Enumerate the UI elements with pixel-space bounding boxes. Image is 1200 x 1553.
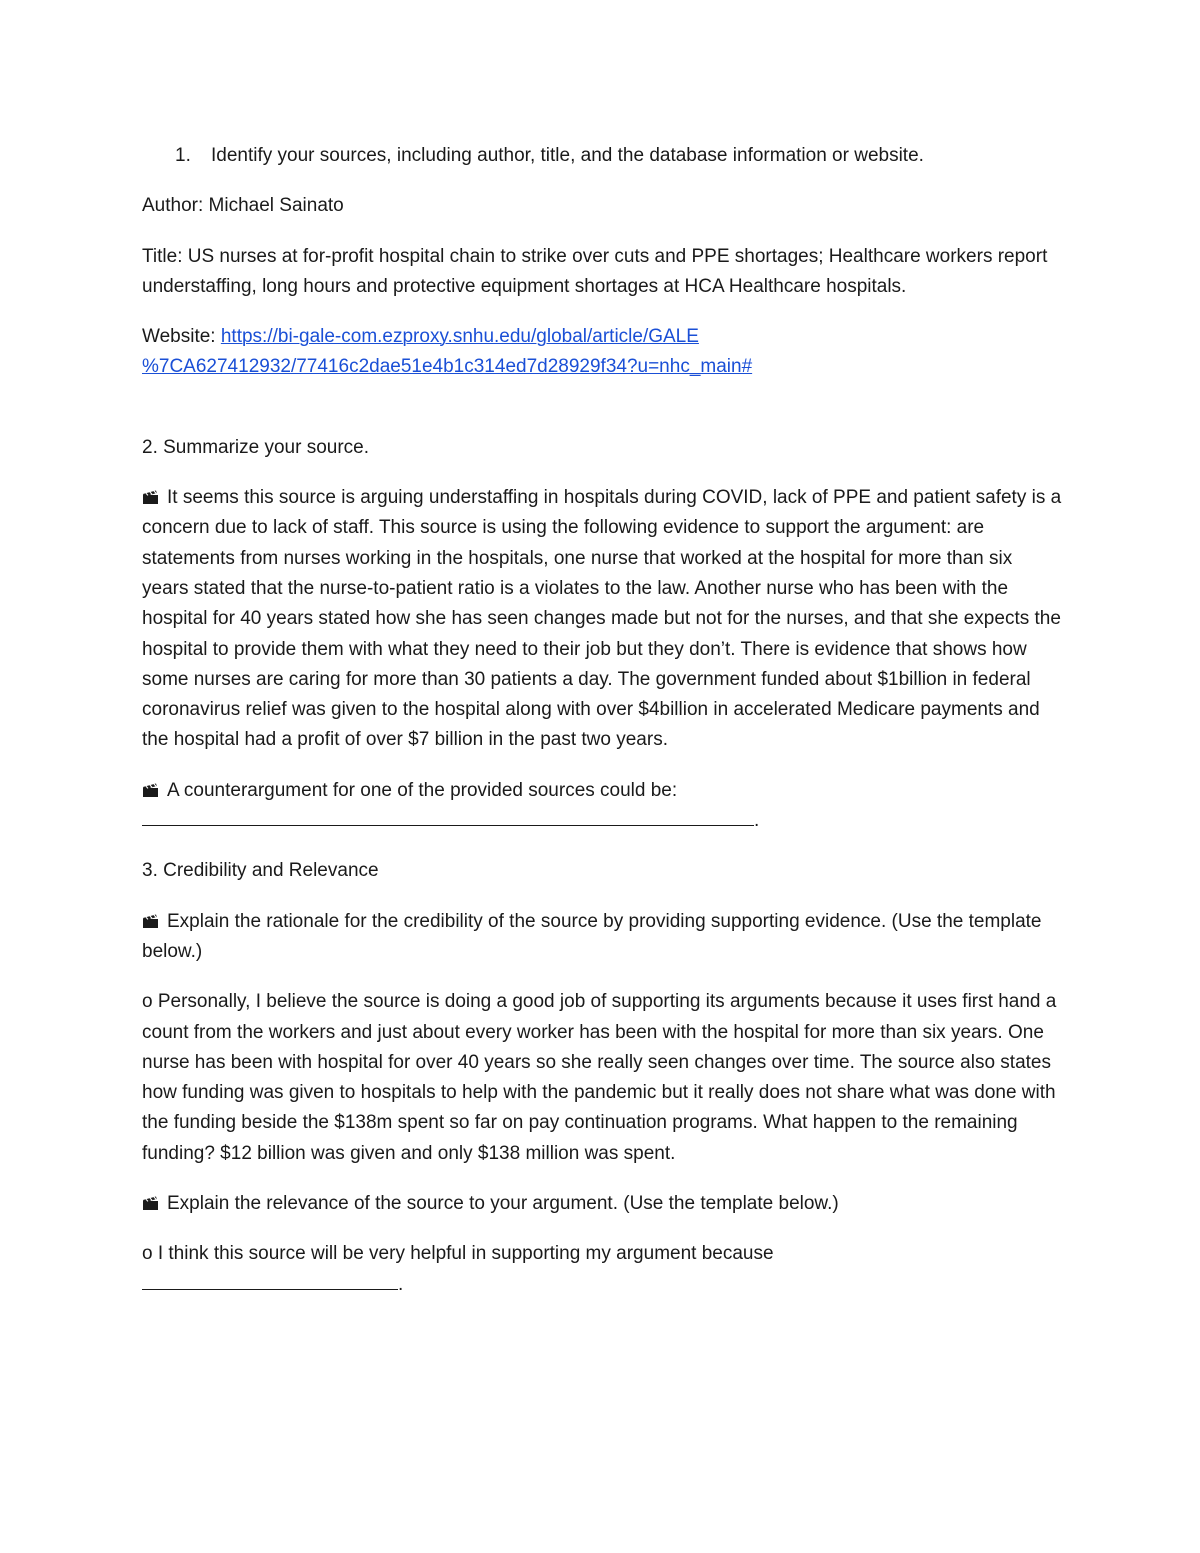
- summarize-heading: 2. Summarize your source.: [142, 436, 370, 458]
- author-line: Author: Michael Sainato: [142, 195, 344, 217]
- clapperboard-icon: [142, 908, 159, 922]
- website-url-part2: %7CA627412932/77416c2dae51e4b1c314ed7d28929f34?u=nhc_main#: [142, 356, 753, 378]
- counterargument-paragraph: [142, 776, 1062, 837]
- summary-text: It seems this source is arguing understaffing in hospitals during COVID, lack of PPE and patient safety is a concern due to lack of staff. This source is using the following evidence to support the argument: are statements from nurses working in the hospitals, one nurse that worked at the hospital for more than six years stated that the nurse-to-patient ratio is a violates to the law. Another nurse who has been with the hospital for 40 years stated how she has seen changes made but not for the nurses, and that she expects the hospital to provide them with what they need to their job but they don’t. There is evidence that shows how some nurses are caring for more than 30 patients a day. The government funded about $1billion in federal coronavirus relief was given to the hospital along with over $4billion in accelerated Medicare payments and the hospital had a profit of over $7 billion in the past two years.: [142, 487, 1062, 751]
- website-label: Website:: [142, 326, 221, 348]
- counterargument-text: A counterargument for one of the provided sources could be:: [167, 779, 678, 801]
- website-link[interactable]: [142, 326, 752, 377]
- relevance-blank: [142, 1271, 398, 1290]
- title-line: Title: US nurses at for-profit hospital chain to strike over cuts and PPE shortages; Healthcare workers report understaffing, long hours and protective equipment shortages at HCA Healthcare hospitals.: [142, 245, 1048, 297]
- clapperboard-icon: [142, 484, 159, 498]
- summary-paragraph: [142, 483, 1062, 756]
- credibility-answer: o Personally, I believe the source is doing a good job of supporting its arguments because it uses first hand a count from the workers and just about every worker has been with the hospital for more than six years. One nurse has been with hospital for over 40 years so she really seen changes over time. The source also states how funding was given to hospitals to help with the pandemic but it really does not share what was done with the funding beside the $138m spent so far on pay continuation programs. What happen to the remaining funding? $12 billion was given and only $138 million was spent.: [142, 991, 1057, 1164]
- relevance-prompt: Explain the relevance of the source to your argument. (Use the template below.): [167, 1193, 839, 1215]
- relevance-end: .: [398, 1273, 404, 1295]
- credibility-prompt-paragraph: [142, 907, 1062, 968]
- counterargument-end: .: [754, 810, 760, 832]
- website-url-part1: https://bi-gale-com.ezproxy.snhu.edu/global/article/GALE: [220, 326, 699, 348]
- credibility-prompt: Explain the rationale for the credibility of the source by providing supporting evidence. (Use the template below.): [142, 910, 1042, 962]
- numbered-item-1: [175, 141, 1062, 171]
- clapperboard-icon: [142, 777, 159, 791]
- relevance-prompt-paragraph: [142, 1189, 1062, 1219]
- website-line: [142, 322, 1062, 383]
- sources-prompt: Identify your sources, including author, title, and the database information or website.: [211, 145, 924, 166]
- counterargument-blank: [142, 807, 754, 826]
- relevance-answer-paragraph: [142, 1239, 1062, 1300]
- credibility-heading: 3. Credibility and Relevance: [142, 860, 379, 882]
- list-number: 1.: [175, 145, 191, 166]
- clapperboard-icon: [142, 1190, 159, 1204]
- document-body: [142, 141, 1062, 1320]
- relevance-answer: o I think this source will be very helpful in supporting my argument because: [142, 1243, 774, 1265]
